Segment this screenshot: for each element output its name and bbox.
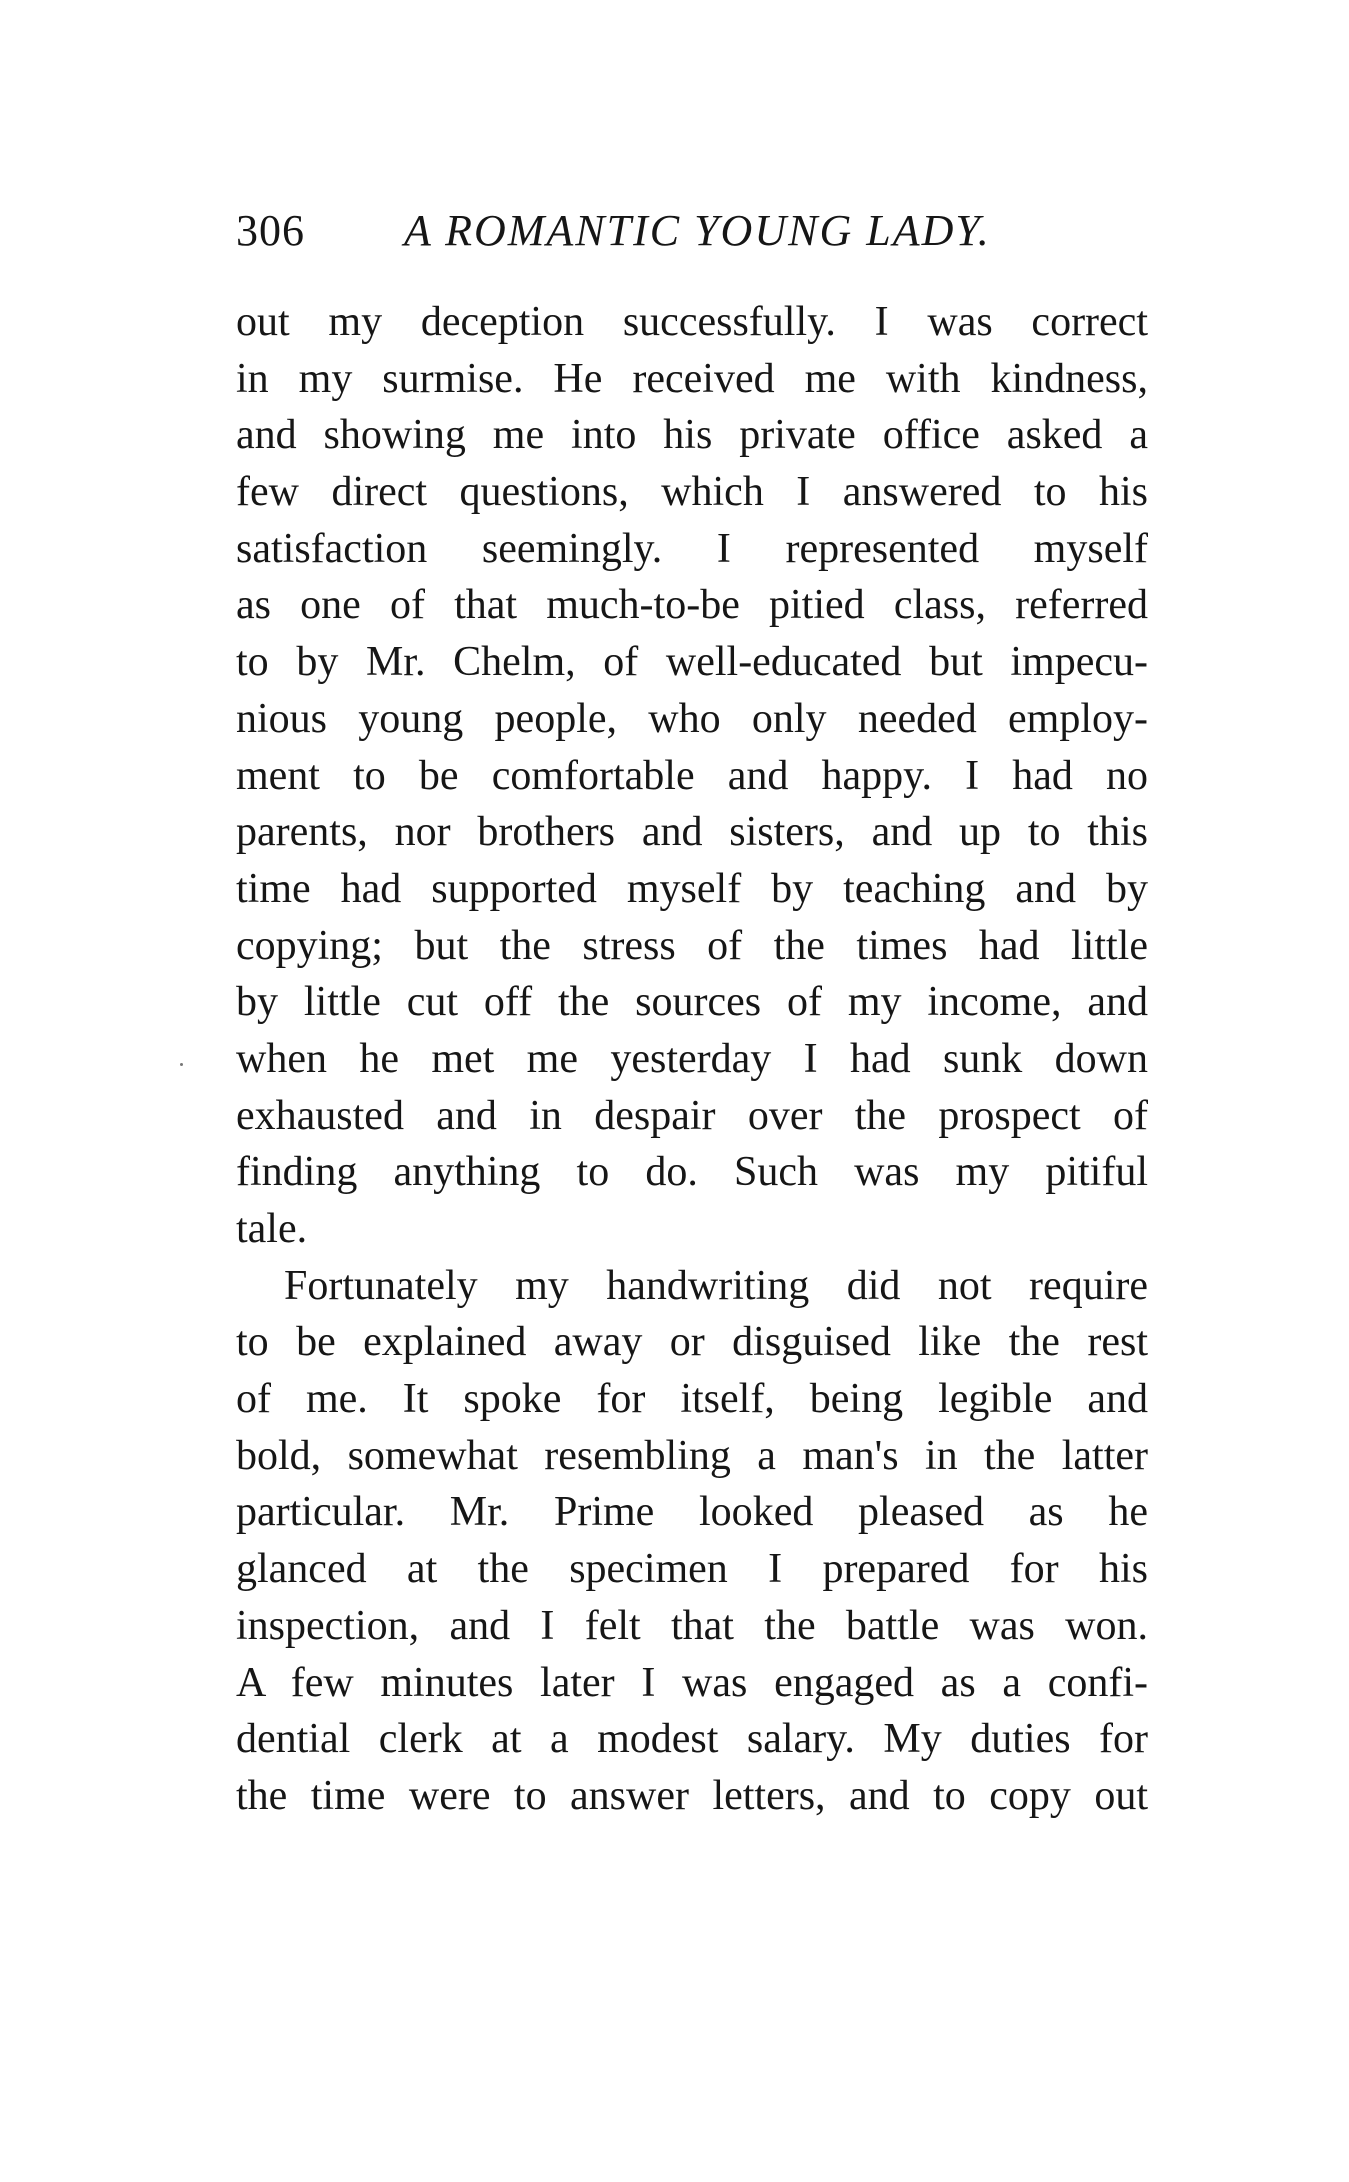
paragraph-2 bbox=[236, 1258, 1148, 1825]
text-line: ment to be comfortable and happy. I had no bbox=[236, 752, 1148, 799]
text-line: few direct questions, which I answered to his bbox=[236, 469, 1148, 516]
text-line: to be explained away or disguised like the rest bbox=[236, 1319, 1148, 1366]
text-line: finding anything to do. Such was my pitiful bbox=[236, 1149, 1148, 1196]
text-line: nious young people, who only needed employ- bbox=[236, 695, 1148, 742]
text-line: parents, nor brothers and sisters, and up to this bbox=[236, 809, 1148, 856]
text-line: A few minutes later I was engaged as a confi- bbox=[236, 1659, 1148, 1706]
text-line: tale. bbox=[236, 1206, 308, 1252]
text-line: to by Mr. Chelm, of well-educated but impecu- bbox=[236, 639, 1148, 686]
margin-speck bbox=[180, 1063, 183, 1066]
text-line: Fortunately my handwriting did not require bbox=[284, 1262, 1148, 1309]
running-title: A ROMANTIC YOUNG LADY. bbox=[404, 206, 991, 255]
text-line: glanced at the specimen I prepared for his bbox=[236, 1546, 1148, 1593]
text-line: bold, somewhat resembling a man's in the latter bbox=[236, 1432, 1148, 1479]
text-line: the time were to answer letters, and to copy out bbox=[236, 1772, 1148, 1819]
text-line: inspection, and I felt that the battle was won. bbox=[236, 1602, 1148, 1649]
body-text bbox=[236, 294, 1148, 1825]
text-line: dential clerk at a modest salary. My duties for bbox=[236, 1716, 1148, 1763]
page-header bbox=[236, 196, 1156, 266]
text-line: particular. Mr. Prime looked pleased as he bbox=[236, 1489, 1148, 1536]
text-line: exhausted and in despair over the prospect of bbox=[236, 1092, 1148, 1139]
text-line: in my surmise. He received me with kindness, bbox=[236, 355, 1148, 402]
text-line: copying; but the stress of the times had little bbox=[236, 922, 1148, 969]
text-line: of me. It spoke for itself, being legible and bbox=[236, 1376, 1148, 1423]
paragraph-1 bbox=[236, 294, 1148, 1258]
page-number: 306 bbox=[236, 206, 305, 255]
text-line: time had supported myself by teaching and by bbox=[236, 865, 1148, 912]
text-line: when he met me yesterday I had sunk down bbox=[236, 1035, 1148, 1082]
text-line: satisfaction seemingly. I represented myself bbox=[236, 525, 1148, 572]
text-line: by little cut off the sources of my income, and bbox=[236, 979, 1148, 1026]
text-line: and showing me into his private office asked a bbox=[236, 412, 1148, 459]
text-line: as one of that much-to-be pitied class, referred bbox=[236, 582, 1148, 629]
text-line: out my deception successfully. I was correct bbox=[236, 299, 1148, 345]
